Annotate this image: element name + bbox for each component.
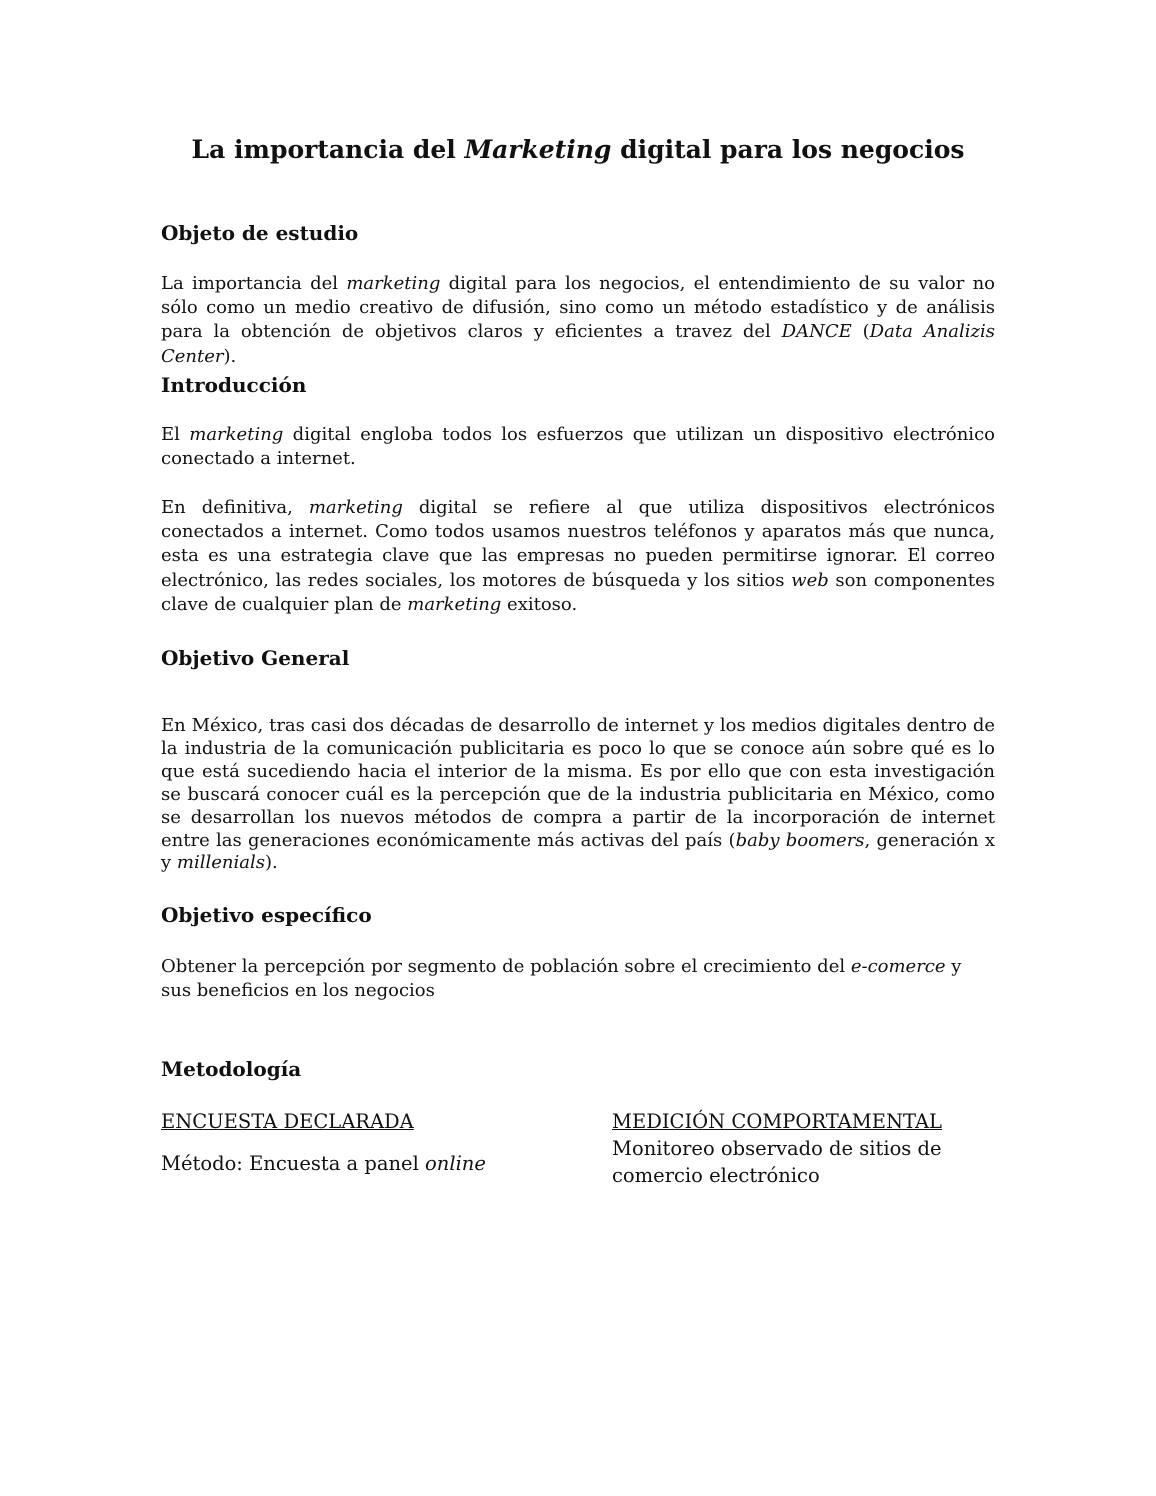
document-title (161, 134, 995, 166)
heading-metodologia: Metodología (161, 1057, 302, 1081)
method-left-text: Método: Encuesta a panel online (161, 1152, 486, 1175)
heading-introduccion: Introducción (161, 373, 307, 397)
title-text: La importancia del (191, 135, 465, 164)
paragraph-objeto: La importancia del marketing digital para los negocios, el entendimiento de su valor no sólo como un medio creativo de difusión, sino como un método estadístico y de análisis para la obtención de objetivos claros y eficientes a travez del DANCE (Data Analizis Center). (161, 273, 995, 367)
method-left-title: ENCUESTA DECLARADA (161, 1110, 414, 1133)
method-right-text: Monitoreo observado de sitios de comercio electrónico (612, 1137, 942, 1187)
title-text-end: digital para los negocios (611, 135, 965, 164)
method-right-title: MEDICIÓN COMPORTAMENTAL (612, 1110, 942, 1133)
title-italic-text: Marketing (464, 135, 612, 164)
paragraph-introduccion-2: En definitiva, marketing digital se refiere al que utiliza dispositivos electrónicos conectados a internet. Como todos usamos nuestros teléfonos y aparatos más que nunca, esta es una estrategia clave que las empresas no pueden permitirse ignorar. El correo electrónico, las redes sociales, los motores de búsqueda y los sitios web son componentes clave de cualquier plan de marketing exitoso. (161, 497, 996, 615)
paragraph-introduccion-1: El marketing digital engloba todos los esfuerzos que utilizan un dispositivo electrónico conectado a internet. (161, 424, 995, 470)
paragraph-objetivo-especifico: Obtener la percepción por segmento de población sobre el crecimiento del e-comerce y sus beneficios en los negocios (161, 956, 962, 1002)
heading-objetivo-especifico: Objetivo específico (161, 903, 372, 927)
paragraph-objetivo-general: En México, tras casi dos décadas de desarrollo de internet y los medios digitales dentro de la industria de la comunicación publicitaria es poco lo que se conoce aún sobre qué es lo que está sucediendo hacia el interior de la misma. Es por ello que con esta investigación se buscará conocer cuál es la percepción que de la industria publicitaria en México, como se desarrollan los nuevos métodos de compra a partir de la incorporación de internet entre las generaciones económicamente más activas del país (baby boomers, generación x y millenials). (161, 715, 995, 874)
heading-objeto-de-estudio: Objeto de estudio (161, 221, 359, 245)
heading-objetivo-general: Objetivo General (161, 646, 350, 670)
